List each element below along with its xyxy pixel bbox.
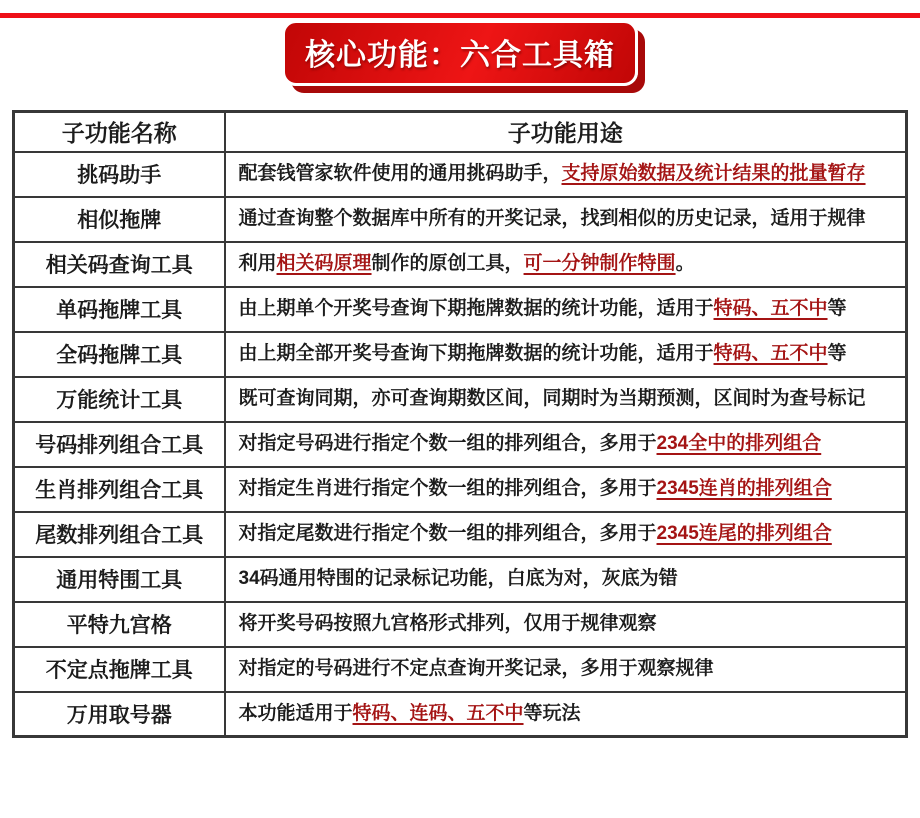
feature-name: 挑码助手 [14,152,225,197]
desc-text: 对指定号码进行指定个数一组的排列组合，多用于 [238,433,657,455]
banner-title: 核心功能：六合工具箱 [305,39,615,72]
desc-text: 配套钱管家软件使用的通用挑码助手， [238,163,562,185]
highlighted-text: 特码、连码、五不中 [352,702,524,724]
feature-name: 万用取号器 [14,692,225,737]
feature-name: 相关码查询工具 [14,242,225,287]
feature-desc [225,692,907,737]
desc-text: 由上期全部开奖号查询下期拖牌数据的统计功能，适用于 [238,343,714,365]
desc-text: 由上期单个开奖号查询下期拖牌数据的统计功能，适用于 [238,298,714,320]
table-row [14,287,907,332]
highlighted-text: 相关码原理 [276,253,372,275]
highlighted-text: 2345连肖的排列组合 [656,478,832,500]
table-row [14,467,907,512]
feature-name: 相似拖牌 [14,197,225,242]
feature-desc [225,332,907,377]
feature-desc [225,197,907,242]
desc-text: 34码通用特围的记录标记功能，白底为对，灰底为错 [238,568,678,590]
table-row [14,377,907,422]
table-row [14,602,907,647]
desc-text: 既可查询同期，亦可查询期数区间，同期时为当期预测，区间时为查号标记 [238,388,866,410]
feature-desc [225,152,907,197]
table-row [14,692,907,737]
feature-desc [225,242,907,287]
desc-text: 利用 [238,253,277,275]
feature-name: 通用特围工具 [14,557,225,602]
table-row [14,242,907,287]
feature-name: 号码排列组合工具 [14,422,225,467]
top-divider-line [0,13,920,18]
desc-text: 对指定的号码进行不定点查询开奖记录，多用于观察规律 [238,658,714,680]
highlighted-text: 特码、五不中 [713,343,828,365]
feature-name: 单码拖牌工具 [14,287,225,332]
feature-desc [225,512,907,557]
desc-text: 。 [675,253,695,275]
feature-name: 平特九宫格 [14,602,225,647]
feature-name: 尾数排列组合工具 [14,512,225,557]
table-body [14,152,907,737]
table-row [14,512,907,557]
feature-desc [225,557,907,602]
highlighted-text: 234全中的排列组合 [656,433,822,455]
desc-text: 本功能适用于 [238,702,353,724]
highlighted-text: 2345连尾的排列组合 [656,523,832,545]
desc-text: 对指定尾数进行指定个数一组的排列组合，多用于 [238,523,657,545]
feature-name: 全码拖牌工具 [14,332,225,377]
feature-name: 不定点拖牌工具 [14,647,225,692]
feature-desc [225,287,907,332]
highlighted-text: 支持原始数据及统计结果的批量暂存 [561,163,866,185]
table-row [14,197,907,242]
table-row [14,557,907,602]
table-row [14,332,907,377]
desc-text: 通过查询整个数据库中所有的开奖记录，找到相似的历史记录，适用于规律 [238,208,866,230]
feature-desc [225,377,907,422]
feature-desc [225,467,907,512]
feature-desc [225,422,907,467]
table-row [14,152,907,197]
header-feature-purpose: 子功能用途 [225,112,907,152]
feature-name: 生肖排列组合工具 [14,467,225,512]
table-row [14,422,907,467]
banner-badge [282,20,638,86]
table-row [14,647,907,692]
desc-text: 等玩法 [523,702,581,724]
features-table [12,110,908,738]
feature-name: 万能统计工具 [14,377,225,422]
table-header-row [14,112,907,152]
desc-text: 对指定生肖进行指定个数一组的排列组合，多用于 [238,478,657,500]
feature-desc [225,602,907,647]
feature-desc [225,647,907,692]
desc-text: 等 [827,343,847,365]
highlighted-text: 特码、五不中 [713,298,828,320]
header-feature-name: 子功能名称 [14,112,225,152]
desc-text: 等 [827,298,847,320]
banner [0,20,920,86]
desc-text: 将开奖号码按照九宫格形式排列，仅用于规律观察 [238,613,657,635]
desc-text: 制作的原创工具， [371,253,524,275]
highlighted-text: 可一分钟制作特围 [523,253,676,275]
